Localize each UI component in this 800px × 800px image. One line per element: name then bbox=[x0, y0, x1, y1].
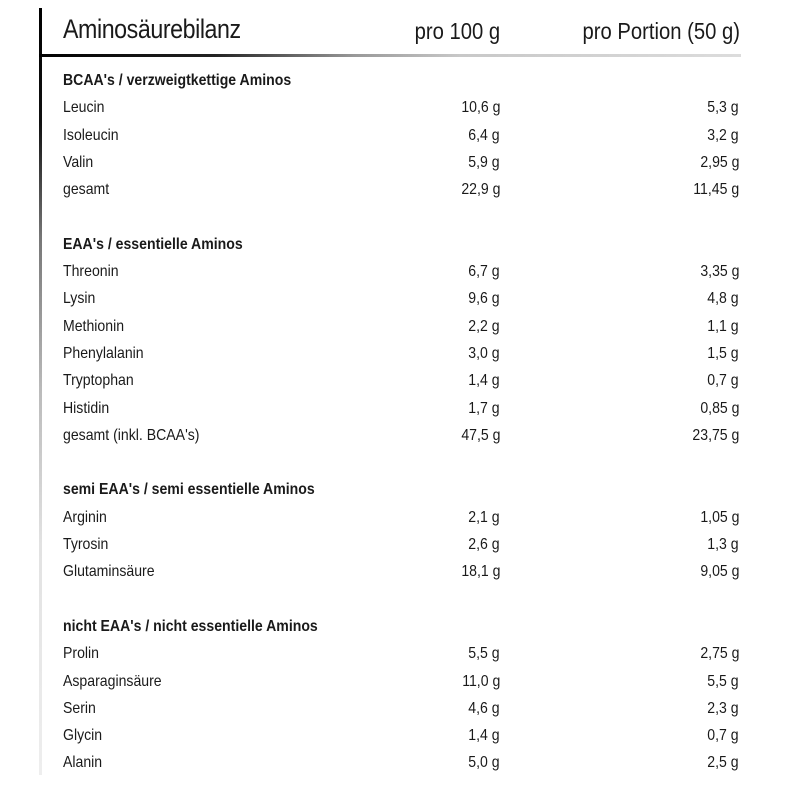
value-per-portion: 3,35 g bbox=[699, 263, 739, 281]
table-row-total bbox=[63, 176, 739, 203]
amino-name: Alanin bbox=[63, 754, 103, 772]
table-row bbox=[63, 558, 739, 585]
column-header-per-100g: pro 100 g bbox=[414, 18, 500, 44]
section-header bbox=[63, 613, 739, 640]
amino-name: gesamt bbox=[63, 181, 110, 199]
table-row bbox=[63, 94, 739, 121]
amino-name: Lysin bbox=[63, 290, 96, 308]
value-per-portion: 11,45 g bbox=[693, 181, 739, 199]
amino-name: Leucin bbox=[63, 99, 105, 117]
table-row bbox=[63, 149, 739, 176]
table-row bbox=[63, 122, 739, 149]
value-per-100g: 3,0 g bbox=[468, 344, 500, 362]
value-per-portion: 2,3 g bbox=[707, 699, 739, 717]
amino-name: Isoleucin bbox=[63, 126, 119, 144]
value-per-100g: 2,6 g bbox=[468, 536, 500, 554]
spacer bbox=[63, 203, 739, 230]
amino-name: gesamt (inkl. BCAA's) bbox=[63, 426, 200, 444]
value-per-100g: 1,7 g bbox=[468, 399, 500, 417]
amino-name: Threonin bbox=[63, 263, 119, 281]
value-per-portion: 1,3 g bbox=[707, 536, 739, 554]
value-per-portion: 2,5 g bbox=[707, 754, 739, 772]
value-per-100g: 9,6 g bbox=[468, 290, 500, 308]
table-row bbox=[63, 313, 739, 340]
column-header-per-portion: pro Portion (50 g) bbox=[582, 18, 740, 44]
amino-name: Arginin bbox=[63, 508, 107, 526]
value-per-portion: 23,75 g bbox=[692, 426, 739, 444]
value-per-100g: 2,1 g bbox=[468, 508, 500, 526]
value-per-100g: 5,9 g bbox=[468, 153, 500, 171]
value-per-100g: 1,4 g bbox=[468, 727, 500, 745]
table-row-total bbox=[63, 422, 739, 449]
table-row bbox=[63, 340, 739, 367]
value-per-portion: 0,7 g bbox=[707, 727, 739, 745]
table-row bbox=[63, 285, 739, 312]
amino-name: Serin bbox=[63, 699, 96, 717]
amino-name: Prolin bbox=[63, 645, 99, 663]
value-per-portion: 1,05 g bbox=[699, 508, 739, 526]
table-row bbox=[63, 258, 739, 285]
value-per-portion: 3,2 g bbox=[707, 126, 739, 144]
table-row bbox=[63, 531, 739, 558]
value-per-portion: 5,5 g bbox=[707, 672, 739, 690]
section-header bbox=[63, 231, 739, 258]
amino-name: Histidin bbox=[63, 399, 110, 417]
amino-name: Methionin bbox=[63, 317, 125, 335]
value-per-100g: 6,4 g bbox=[468, 126, 500, 144]
table-row bbox=[63, 640, 739, 667]
value-per-portion: 1,1 g bbox=[707, 317, 739, 335]
value-per-100g: 1,4 g bbox=[468, 372, 500, 390]
left-border-line bbox=[39, 8, 42, 775]
table-row bbox=[63, 722, 739, 749]
section-title: semi EAA's / semi essentielle Aminos bbox=[63, 481, 315, 499]
value-per-100g: 4,6 g bbox=[468, 699, 500, 717]
amino-name: Glutaminsäure bbox=[63, 563, 155, 581]
amino-table bbox=[63, 67, 739, 777]
value-per-portion: 9,05 g bbox=[699, 563, 739, 581]
amino-name: Tyrosin bbox=[63, 536, 109, 554]
value-per-portion: 2,95 g bbox=[699, 153, 739, 171]
value-per-100g: 6,7 g bbox=[468, 263, 500, 281]
table-row bbox=[63, 367, 739, 394]
value-per-portion: 1,5 g bbox=[707, 344, 739, 362]
section-title: nicht EAA's / nicht essentielle Aminos bbox=[63, 617, 318, 635]
table-row bbox=[63, 695, 739, 722]
table-row bbox=[63, 504, 739, 531]
value-per-portion: 5,3 g bbox=[707, 99, 739, 117]
value-per-100g: 5,0 g bbox=[468, 754, 500, 772]
value-per-100g: 18,1 g bbox=[460, 563, 500, 581]
section-title: EAA's / essentielle Aminos bbox=[63, 235, 243, 253]
table-row bbox=[63, 668, 739, 695]
value-per-100g: 10,6 g bbox=[460, 99, 500, 117]
value-per-portion: 4,8 g bbox=[707, 290, 739, 308]
value-per-portion: 2,75 g bbox=[699, 645, 739, 663]
header-divider bbox=[39, 54, 741, 57]
value-per-100g: 22,9 g bbox=[460, 181, 500, 199]
amino-name: Valin bbox=[63, 153, 94, 171]
table-title: Aminosäurebilanz bbox=[63, 14, 241, 44]
amino-name: Glycin bbox=[63, 727, 103, 745]
amino-name: Tryptophan bbox=[63, 372, 134, 390]
value-per-100g: 47,5 g bbox=[460, 426, 500, 444]
spacer bbox=[63, 586, 739, 613]
value-per-100g: 11,0 g bbox=[461, 672, 500, 690]
value-per-portion: 0,7 g bbox=[707, 372, 739, 390]
section-header bbox=[63, 67, 739, 94]
spacer bbox=[63, 449, 739, 476]
value-per-portion: 0,85 g bbox=[699, 399, 739, 417]
amino-name: Phenylalanin bbox=[63, 344, 144, 362]
section-title: BCAA's / verzweigtkettige Aminos bbox=[63, 72, 292, 89]
section-header bbox=[63, 476, 739, 503]
value-per-100g: 2,2 g bbox=[468, 317, 500, 335]
value-per-100g: 5,5 g bbox=[468, 645, 500, 663]
table-row bbox=[63, 395, 739, 422]
table-row bbox=[63, 749, 739, 776]
amino-name: Asparaginsäure bbox=[63, 672, 162, 690]
